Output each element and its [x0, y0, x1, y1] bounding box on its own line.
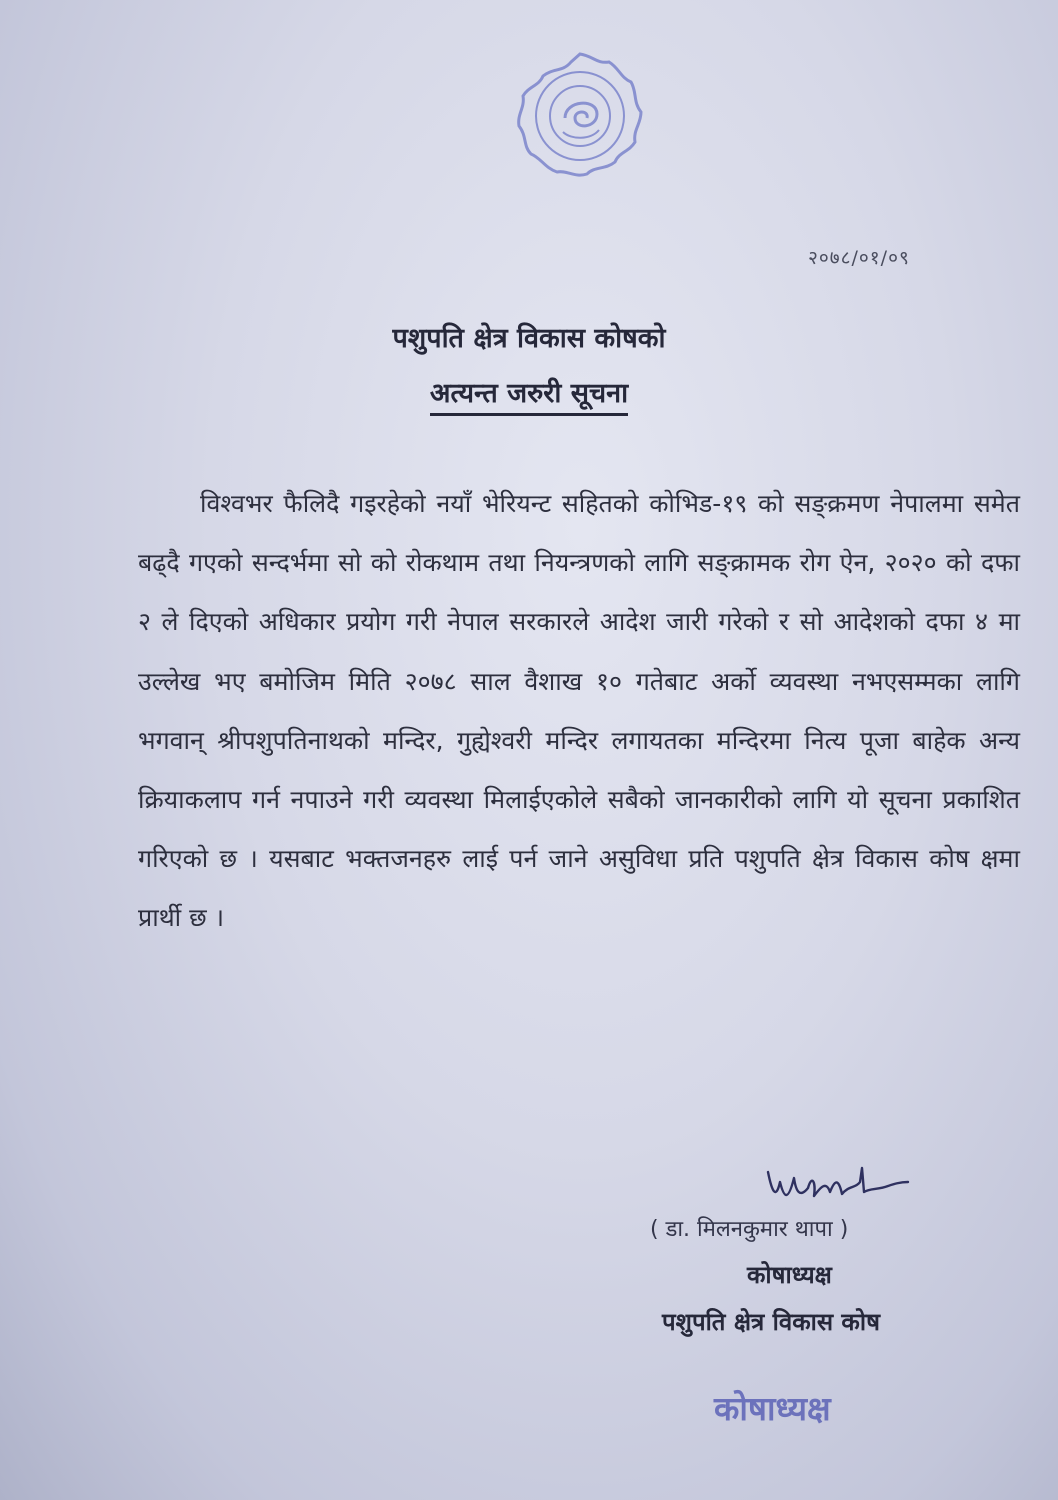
signer-role: कोषाध्यक्ष [747, 1261, 832, 1289]
office-title: पशुपति क्षेत्र विकास कोषको [392, 323, 666, 354]
signer-name: ( डा. मिलनकुमार थापा ) [650, 1217, 849, 1242]
organization-seal-icon [505, 48, 655, 188]
notice-body: विश्वभर फैलिदै गइरहेको नयाँ भेरियन्ट सहितको कोभिड-१९ को सङ्क्रमण नेपालमा समेत बढ्दै गएको सन्दर्भमा सो को रोकथाम तथा नियन्त्रणको लागि सङ्क्रामक रोग ऐन, २०२० को दफा २ ले दिएको अधिकार प्रयोग गरी नेपाल सरकारले आदेश जारी गरेको र सो आदेशको दफा ४ मा उल्लेख भए बमोजिम मिति २०७८ साल वैशाख १० गतेबाट अर्को व्यवस्था नभएसम्मका लागि भगवान् श्रीपशुपतिनाथको मन्दिर, गुह्येश्वरी मन्दिर लगायतका मन्दिरमा नित्य पूजा बाहेक अन्य क्रियाकलाप गर्न नपाउने गरी व्यवस्था मिलाईएकोले सबैको जानकारीको लागि यो सूचना प्रकाशित गरिएको छ । यसबाट भक्तजनहरु लाई पर्न जाने असुविधा प्रति पशुपति क्षेत्र विकास कोष क्षमा प्रार्थी छ । [138, 489, 1020, 933]
handwritten-signature-icon [738, 1152, 918, 1222]
notice-subtitle-text: अत्यन्त जरुरी सूचना [430, 378, 628, 416]
notice-subtitle [0, 373, 1058, 410]
signer-organization: पशुपति क्षेत्र विकास कोष [662, 1308, 880, 1336]
notice-date: २०७८/०१/०९ [808, 247, 910, 269]
role-stamp: कोषाध्यक्ष [714, 1389, 831, 1428]
